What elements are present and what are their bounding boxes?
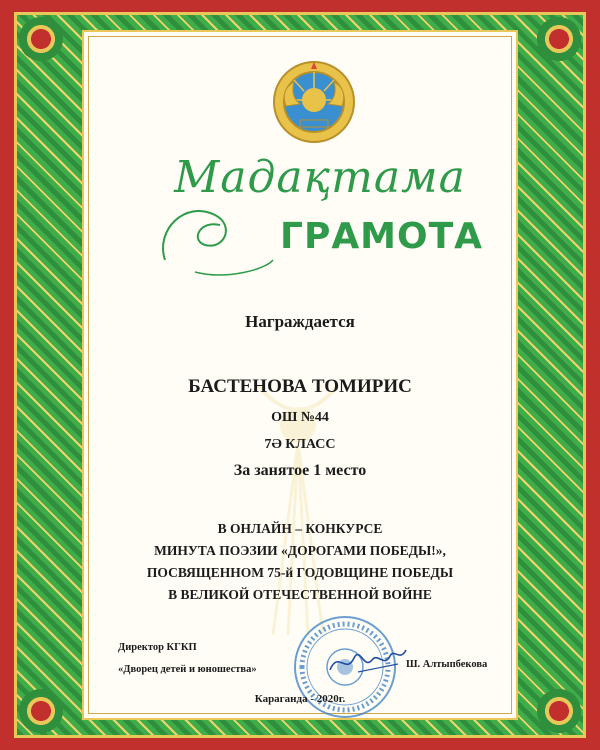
awarded-label: Награждается bbox=[245, 312, 355, 331]
contest-line: В ВЕЛИКОЙ ОТЕЧЕСТВЕННОЙ ВОЙНЕ bbox=[168, 587, 432, 602]
decorative-swirl-icon bbox=[155, 190, 275, 280]
signatory-title-line: Директор КГКП bbox=[118, 642, 197, 653]
recipient-name: БАСТЕНОВА ТОМИРИС bbox=[188, 376, 412, 397]
title-script: Мадақтама bbox=[174, 152, 466, 203]
place-date: Караганда - 2020г. bbox=[254, 693, 346, 705]
grade-label: 7Ә КЛАСС bbox=[264, 437, 336, 452]
contest-line: МИНУТА ПОЭЗИИ «ДОРОГАМИ ПОБЕДЫ!», bbox=[154, 543, 446, 558]
signatory-title-line: «Дворец детей и юношества» bbox=[118, 664, 257, 675]
school-name: ОШ №44 bbox=[271, 410, 329, 425]
handwritten-signature-icon bbox=[328, 640, 408, 680]
contest-line: ПОСВЯЩЕННОМ 75-й ГОДОВЩИНЕ ПОБЕДЫ bbox=[146, 565, 454, 580]
contest-line: В ОНЛАЙН – КОНКУРСЕ bbox=[217, 521, 383, 536]
corner-ornament bbox=[11, 9, 71, 69]
signatory-name: Ш. Алтыпбекова bbox=[406, 659, 488, 670]
signatory-title bbox=[118, 637, 257, 681]
corner-ornament bbox=[529, 681, 589, 741]
state-emblem-icon bbox=[272, 60, 356, 144]
title-main: ГРАМОТА bbox=[280, 216, 484, 257]
corner-ornament bbox=[11, 681, 71, 741]
corner-ornament bbox=[529, 9, 589, 69]
certificate-content bbox=[100, 40, 500, 720]
contest-description bbox=[100, 518, 500, 606]
place-label: За занятое 1 место bbox=[233, 462, 367, 479]
